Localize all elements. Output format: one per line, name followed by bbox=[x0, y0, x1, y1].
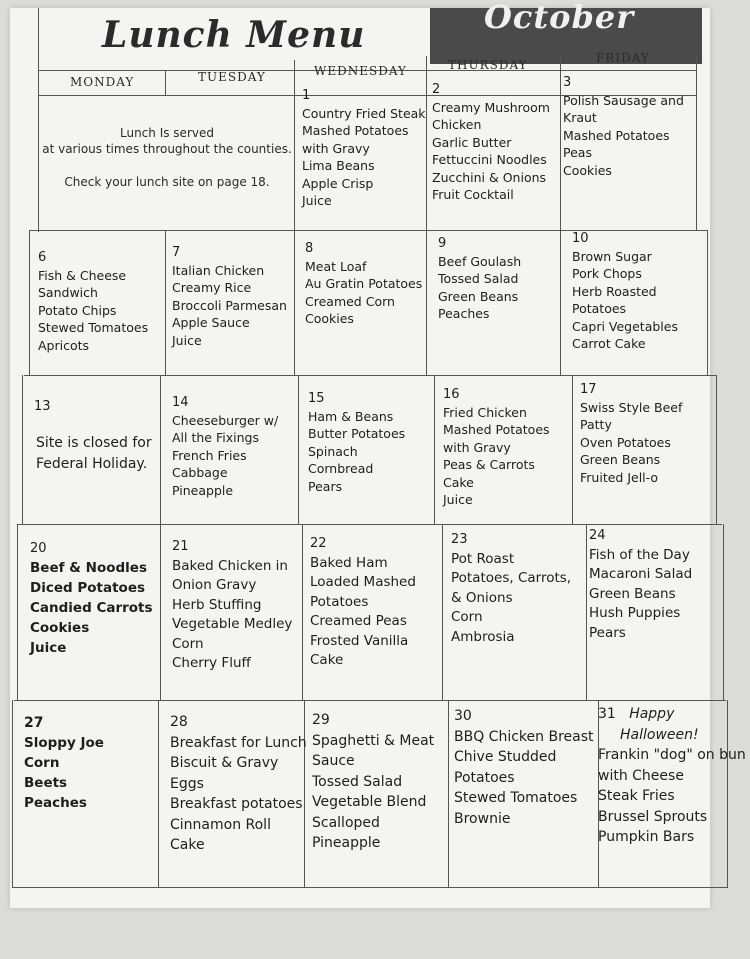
menu-item: Brown Sugar bbox=[572, 248, 652, 264]
menu-item: Broccoli Parmesan bbox=[172, 297, 287, 313]
grid-line bbox=[165, 230, 166, 376]
menu-item: Cake bbox=[170, 837, 205, 853]
grid-line bbox=[716, 375, 717, 525]
menu-item: Cookies bbox=[30, 619, 90, 636]
menu-item: Apple Crisp bbox=[302, 175, 374, 191]
menu-item: Juice bbox=[172, 332, 202, 348]
day-header-line bbox=[598, 704, 746, 725]
menu-item: BBQ Chicken Breast bbox=[454, 728, 594, 745]
menu-item: Zucchini & Onions bbox=[432, 169, 547, 185]
menu-item: Chive Studded bbox=[454, 749, 557, 765]
menu-item: Diced Potatoes bbox=[30, 579, 146, 596]
day-number: 20 bbox=[30, 541, 47, 556]
day-cell-29 bbox=[312, 710, 434, 854]
day-cell-9 bbox=[438, 235, 521, 323]
menu-item: Peas & Carrots bbox=[443, 457, 535, 472]
menu-item: Stewed Tomatoes bbox=[38, 320, 149, 335]
menu-item: Eggs bbox=[170, 775, 204, 792]
menu-item: Butter Potatoes bbox=[308, 426, 406, 441]
menu-item: Creamed Peas bbox=[310, 613, 407, 629]
day-number: 27 bbox=[24, 715, 44, 731]
menu-item: Polish Sausage and bbox=[563, 92, 684, 108]
note-line: Lunch Is served bbox=[120, 126, 214, 140]
menu-item: Cherry Fluff bbox=[172, 655, 251, 671]
month-title: October bbox=[484, 0, 635, 36]
day-number: 16 bbox=[443, 387, 460, 402]
menu-item: Creamed Corn bbox=[305, 293, 395, 309]
day-cell-24 bbox=[589, 526, 692, 643]
menu-item: Pineapple bbox=[172, 482, 234, 498]
grid-line bbox=[18, 524, 722, 525]
day-cell-17 bbox=[580, 381, 682, 486]
grid-line bbox=[294, 60, 295, 376]
grid-line bbox=[696, 56, 697, 230]
menu-item: Cinnamon Roll bbox=[170, 816, 271, 833]
menu-item: Kraut bbox=[563, 110, 597, 125]
menu-item: Fruit Cocktail bbox=[432, 187, 514, 202]
day-cell-3 bbox=[563, 74, 684, 179]
day-cell-22 bbox=[310, 534, 416, 671]
menu-item: Potatoes bbox=[310, 593, 369, 610]
day-header-tuesday: TUESDAY bbox=[198, 70, 266, 84]
menu-item: Pumpkin Bars bbox=[598, 829, 695, 845]
menu-item: Vegetable Medley bbox=[172, 616, 293, 632]
day-cell-31 bbox=[598, 704, 746, 848]
menu-item: Creamy Rice bbox=[172, 280, 252, 295]
grid-line bbox=[426, 56, 427, 376]
menu-item: Juice bbox=[443, 492, 473, 507]
day-number: 21 bbox=[172, 539, 189, 554]
day-number: 13 bbox=[34, 399, 51, 414]
grid-line bbox=[22, 375, 23, 525]
day-cell-21 bbox=[172, 537, 292, 674]
day-cell-2 bbox=[432, 81, 550, 204]
menu-item: Country Fried Steak bbox=[302, 105, 426, 121]
menu-item: Stewed Tomatoes bbox=[454, 790, 578, 806]
menu-item: Potatoes, Carrots, bbox=[451, 570, 572, 586]
menu-item: Hush Puppies bbox=[589, 605, 681, 621]
grid-line bbox=[24, 375, 716, 376]
menu-item: Scalloped bbox=[312, 814, 380, 831]
day-cell-7 bbox=[172, 244, 287, 349]
menu-item: Tossed Salad bbox=[438, 271, 519, 286]
closure-line: Site is closed for bbox=[36, 435, 152, 451]
day-number: 1 bbox=[302, 88, 311, 103]
menu-item: Biscuit & Gravy bbox=[170, 755, 279, 771]
menu-item: All the Fixings bbox=[172, 430, 259, 445]
menu-item: Corn bbox=[172, 635, 204, 652]
menu-item: Onion Gravy bbox=[172, 577, 257, 593]
day-cell-14 bbox=[172, 394, 278, 499]
grid-line bbox=[434, 375, 435, 525]
grid-line bbox=[586, 524, 587, 701]
menu-item: Mashed Potatoes bbox=[302, 123, 409, 138]
menu-item: Beets bbox=[24, 774, 68, 791]
holiday-closure-note bbox=[36, 433, 152, 475]
day-header-friday: FRIDAY bbox=[596, 51, 650, 65]
grid-line bbox=[442, 524, 443, 701]
menu-item: with Cheese bbox=[598, 767, 684, 784]
grid-line bbox=[12, 700, 13, 888]
menu-item: Brussel Sprouts bbox=[598, 808, 708, 825]
menu-item: Cake bbox=[443, 474, 474, 490]
day-number: 30 bbox=[454, 708, 472, 724]
menu-item: Peaches bbox=[438, 306, 490, 321]
day-header-wednesday: WEDNESDAY bbox=[314, 64, 407, 78]
menu-item: Sandwich bbox=[38, 285, 98, 300]
menu-item: Corn bbox=[451, 609, 483, 625]
menu-item: Meat Loaf bbox=[305, 258, 367, 274]
grid-line bbox=[12, 887, 728, 888]
menu-item: Apple Sauce bbox=[172, 315, 250, 330]
menu-item: Green Beans bbox=[589, 585, 676, 602]
day-number: 6 bbox=[38, 250, 47, 265]
menu-item: Peaches bbox=[24, 794, 87, 811]
menu-item: Fried Chicken bbox=[443, 404, 527, 420]
menu-item: Lima Beans bbox=[302, 158, 375, 173]
menu-item: Baked Ham bbox=[310, 554, 388, 571]
grid-line bbox=[165, 70, 166, 95]
menu-title: Lunch Menu bbox=[102, 14, 366, 56]
menu-item: Frankin "dog" on bun bbox=[598, 747, 746, 763]
menu-item: Cabbage bbox=[172, 465, 228, 480]
day-number: 29 bbox=[312, 712, 330, 728]
menu-item: Potato Chips bbox=[38, 302, 117, 318]
grid-line bbox=[723, 524, 724, 701]
day-number: 2 bbox=[432, 82, 441, 97]
grid-line bbox=[298, 375, 299, 525]
menu-item: Mashed Potatoes bbox=[563, 127, 670, 143]
grid-line bbox=[560, 56, 561, 376]
day-number: 24 bbox=[589, 528, 606, 543]
menu-item: Breakfast for Lunch bbox=[170, 734, 307, 751]
menu-item: Capri Vegetables bbox=[572, 318, 678, 334]
day-cell-23 bbox=[451, 530, 571, 647]
menu-item: Vegetable Blend bbox=[312, 794, 427, 810]
day-number: 14 bbox=[172, 395, 189, 410]
menu-item: Peas bbox=[563, 145, 592, 160]
grid-line bbox=[707, 230, 708, 376]
day-number: 23 bbox=[451, 532, 468, 547]
day-number: 28 bbox=[170, 714, 188, 730]
menu-item: Fish & Cheese bbox=[38, 267, 127, 283]
day-cell-15 bbox=[308, 390, 405, 495]
menu-item: Loaded Mashed bbox=[310, 574, 416, 590]
menu-item: Fettuccini Noodles bbox=[432, 152, 547, 167]
menu-item: Spinach bbox=[308, 443, 358, 459]
menu-item: Oven Potatoes bbox=[580, 434, 671, 450]
menu-item: Herb Stuffing bbox=[172, 596, 262, 613]
menu-item: Pears bbox=[589, 624, 626, 641]
day-cell-30 bbox=[454, 706, 594, 829]
menu-item: Pork Chops bbox=[572, 266, 642, 281]
menu-item: Pears bbox=[308, 478, 343, 494]
day-cell-6 bbox=[38, 249, 148, 354]
menu-item: Beef & Noodles bbox=[30, 559, 147, 576]
day-cell-13 bbox=[34, 398, 51, 416]
menu-item: Breakfast potatoes bbox=[170, 796, 303, 812]
day-number: 7 bbox=[172, 245, 181, 260]
menu-item: Ambrosia bbox=[451, 628, 515, 645]
menu-item: Fruited Jell-o bbox=[580, 469, 659, 485]
day-number: 9 bbox=[438, 236, 447, 251]
menu-item: Green Beans bbox=[580, 452, 661, 467]
menu-item: Tossed Salad bbox=[312, 773, 403, 790]
day-cell-28 bbox=[170, 712, 307, 856]
menu-item: Garlic Butter bbox=[432, 134, 512, 150]
day-number: 15 bbox=[308, 391, 325, 406]
grid-line bbox=[17, 524, 18, 701]
day-cell-27 bbox=[24, 715, 104, 813]
menu-item: Macaroni Salad bbox=[589, 566, 693, 582]
halloween-greeting: Happy bbox=[629, 706, 675, 722]
grid-line bbox=[160, 375, 161, 525]
day-cell-20 bbox=[30, 540, 153, 658]
menu-item: & Onions bbox=[451, 589, 513, 606]
menu-item: Juice bbox=[302, 193, 332, 208]
grid-line bbox=[158, 700, 159, 888]
day-number: 8 bbox=[305, 241, 314, 256]
menu-item: with Gravy bbox=[443, 439, 511, 455]
menu-item: Swiss Style Beef bbox=[580, 399, 683, 415]
day-number: 22 bbox=[310, 536, 327, 551]
menu-item: Cheeseburger w/ bbox=[172, 412, 279, 428]
menu-item: Brownie bbox=[454, 810, 511, 827]
grid-line bbox=[14, 700, 726, 701]
day-number: 10 bbox=[572, 231, 589, 246]
menu-item: Cornbread bbox=[308, 461, 374, 476]
menu-item: Cookies bbox=[563, 162, 612, 178]
menu-item: Fish of the Day bbox=[589, 546, 690, 563]
day-cell-8 bbox=[305, 240, 422, 328]
grid-line bbox=[572, 375, 573, 525]
note-line: Check your lunch site on page 18. bbox=[64, 175, 270, 189]
day-cell-16 bbox=[443, 386, 550, 509]
menu-item: Potatoes bbox=[454, 769, 515, 786]
menu-item: Patty bbox=[580, 417, 612, 432]
menu-item: Beef Goulash bbox=[438, 253, 522, 269]
grid-line bbox=[302, 524, 303, 701]
day-number: 17 bbox=[580, 382, 597, 397]
day-header-thursday: THURSDAY bbox=[448, 58, 528, 72]
closure-line: Federal Holiday. bbox=[36, 456, 148, 472]
menu-item: Sloppy Joe bbox=[24, 734, 104, 751]
menu-item: Pot Roast bbox=[451, 550, 515, 567]
day-cell-10 bbox=[572, 230, 678, 353]
menu-item: Cake bbox=[310, 652, 344, 668]
grid-line bbox=[160, 524, 161, 701]
menu-item: Frosted Vanilla bbox=[310, 632, 409, 649]
menu-item: Au Gratin Potatoes bbox=[305, 276, 423, 291]
note-line: at various times throughout the counties. bbox=[42, 142, 292, 156]
menu-item: French Fries bbox=[172, 447, 247, 463]
menu-item: Apricots bbox=[38, 337, 90, 353]
menu-item: Juice bbox=[30, 639, 67, 656]
menu-item: Herb Roasted bbox=[572, 283, 657, 299]
day-number: 31 bbox=[598, 706, 616, 722]
menu-item: Mashed Potatoes bbox=[443, 422, 550, 437]
menu-item: Pineapple bbox=[312, 835, 381, 851]
menu-item: Creamy Mushroom bbox=[432, 99, 550, 115]
grid-line bbox=[38, 8, 39, 232]
menu-item: Ham & Beans bbox=[308, 408, 394, 424]
menu-item: Green Beans bbox=[438, 288, 519, 304]
day-header-monday: MONDAY bbox=[70, 75, 135, 89]
menu-item: Corn bbox=[24, 754, 60, 771]
menu-item: Sauce bbox=[312, 753, 355, 769]
menu-item: Chicken bbox=[432, 117, 482, 132]
menu-item: with Gravy bbox=[302, 140, 370, 156]
day-number: 3 bbox=[563, 75, 572, 90]
menu-item: Carrot Cake bbox=[572, 336, 646, 351]
menu-item: Baked Chicken in bbox=[172, 557, 288, 574]
menu-item: Spaghetti & Meat bbox=[312, 732, 435, 749]
menu-item: Steak Fries bbox=[598, 788, 675, 804]
menu-item: Cookies bbox=[305, 311, 354, 326]
grid-line bbox=[29, 230, 30, 376]
lunch-info-note bbox=[40, 125, 294, 190]
grid-line bbox=[448, 700, 449, 888]
menu-item: Potatoes bbox=[572, 301, 627, 316]
menu-item: Candied Carrots bbox=[30, 599, 153, 616]
day-cell-1 bbox=[302, 87, 426, 210]
halloween-greeting: Halloween! bbox=[620, 726, 699, 743]
menu-item: Italian Chicken bbox=[172, 262, 265, 278]
